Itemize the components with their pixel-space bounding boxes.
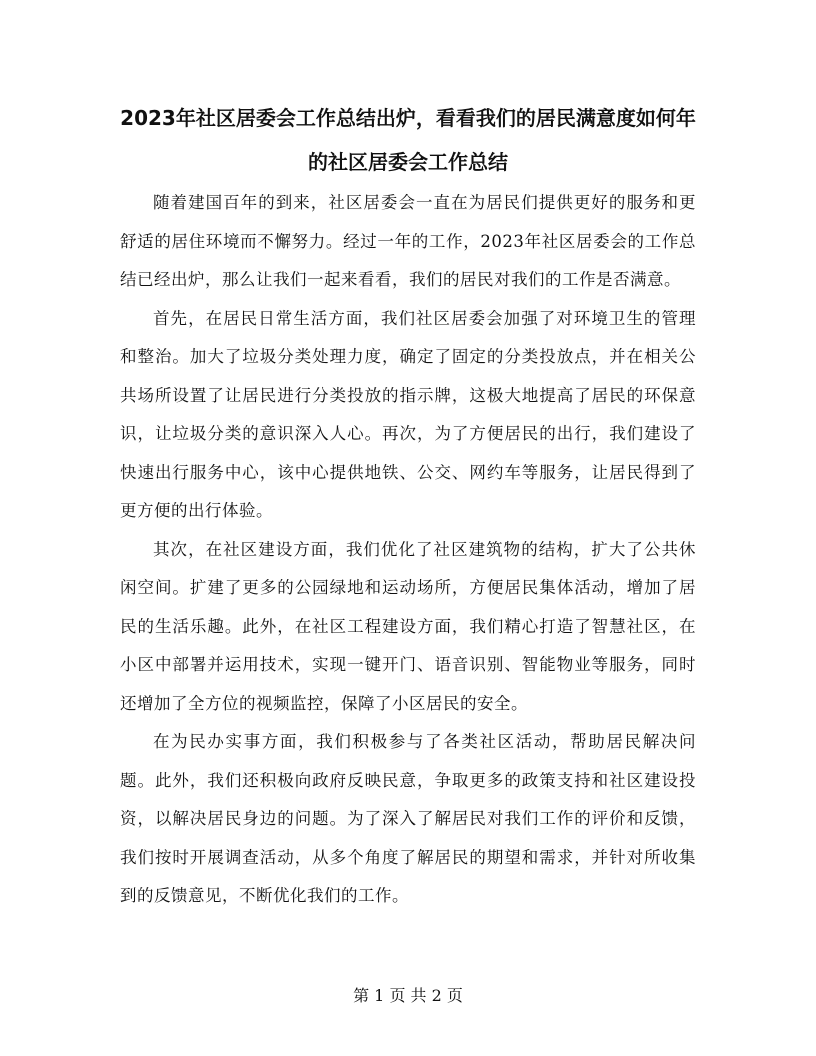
document-body	[120, 96, 696, 916]
page-number-footer: 第 1 页 共 2 页	[353, 986, 463, 1005]
paragraph-daily-life: 首先，在居民日常生活方面，我们社区居委会加强了对环境卫生的管理和整治。加大了垃圾分类处理力度，确定了固定的分类投放点，并在相关公共场所设置了让居民进行分类投放的指示牌，这极大地提高了居民的环保意识，让垃圾分类的意识深入人心。再次，为了方便居民的出行，我们建设了快速出行服务中心，该中心提供地铁、公交、网约车等服务，让居民得到了更方便的出行体验。	[120, 308, 696, 520]
paragraph-intro: 随着建国百年的到来，社区居委会一直在为居民们提供更好的服务和更舒适的居住环境而不懈努力。经过一年的工作，2023年社区居委会的工作总结已经出炉，那么让我们一起来看看，我们的居民对我们的工作是否满意。	[120, 193, 696, 289]
paragraph-community-construction: 其次，在社区建设方面，我们优化了社区建筑物的结构，扩大了公共休闲空间。扩建了更多的公园绿地和运动场所，方便居民集体活动，增加了居民的生活乐趣。此外，在社区工程建设方面，我们精心打造了智慧社区，在小区中部署并运用技术，实现一键开门、语音识别、智能物业等服务，同时还增加了全方位的视频监控，保障了小区居民的安全。	[120, 539, 696, 713]
document-title: 2023年社区居委会工作总结出炉，看看我们的居民满意度如何年的社区居委会工作总结	[120, 106, 696, 174]
paragraph-practical-services: 在为民办实事方面，我们积极参与了各类社区活动，帮助居民解决问题。此外，我们还积极向政府反映民意，争取更多的政策支持和社区建设投资，以解决居民身边的问题。为了深入了解居民对我们工作的评价和反馈，我们按时开展调查活动，从多个角度了解居民的期望和需求，并针对所收集到的反馈意见，不断优化我们的工作。	[120, 732, 696, 905]
